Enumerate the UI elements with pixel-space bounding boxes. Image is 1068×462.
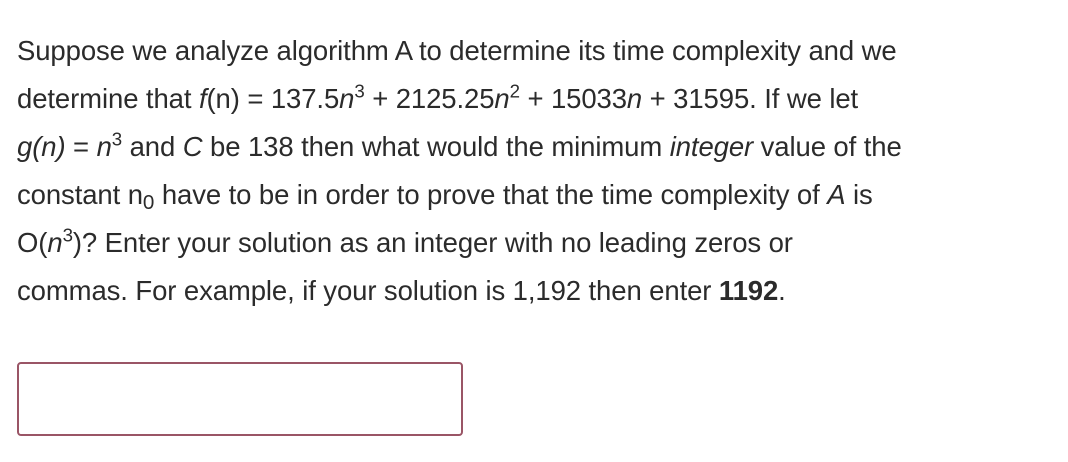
text-fragment: + 31595. If we let [642, 83, 859, 114]
text-fragment: + 15033 [519, 83, 627, 114]
text-fragment: + 2125.25 [364, 83, 495, 114]
text-fragment: and [122, 131, 183, 162]
answer-input[interactable] [17, 362, 463, 436]
text-fragment: be 138 then what would the minimum [202, 131, 670, 162]
variable-n: n [494, 83, 510, 114]
question-line-5 [17, 219, 1057, 267]
constant-c: C [182, 131, 203, 162]
text-fragment: ? Enter your solution as an integer with no leading zeros or [81, 227, 793, 258]
question-line-2 [17, 75, 1057, 123]
algorithm-a: A [827, 179, 846, 210]
exponent: 2 [509, 80, 520, 102]
text-fragment: constant n [17, 179, 143, 210]
text-fragment: commas. For example, if your solution is 1,192 then enter [17, 275, 719, 306]
example-answer: 1192 [718, 275, 779, 306]
variable-n: n [47, 227, 63, 258]
question-line-3 [17, 123, 1057, 171]
text-fragment: determine that [17, 83, 199, 114]
variable-n: n [339, 83, 355, 114]
text-fragment: is [845, 179, 873, 210]
text-fragment: . [778, 275, 786, 306]
function-f: f [198, 83, 207, 114]
exponent: 3 [111, 128, 123, 150]
variable-n: n [96, 131, 112, 162]
subscript: 0 [142, 191, 155, 215]
text-fragment: ) [72, 227, 82, 258]
text-fragment: value of the [753, 131, 902, 162]
text-fragment: = 137.5 [239, 83, 340, 114]
question-text [17, 27, 1057, 315]
text-fragment: = [65, 131, 97, 162]
question-line-1 [17, 27, 1057, 75]
text-fragment: (n) [206, 83, 240, 114]
emphasis-integer: integer [669, 131, 754, 162]
exponent: 3 [62, 224, 73, 246]
question-line-4 [17, 171, 1057, 219]
question-sentence: Suppose we analyze algorithm A to determine its time complexity and we [17, 35, 897, 66]
exponent: 3 [354, 80, 365, 102]
question-line-6 [17, 267, 1057, 315]
text-fragment: have to be in order to prove that the time complexity of [154, 179, 828, 210]
variable-n: n [626, 83, 643, 114]
function-g: g(n) [17, 131, 66, 162]
big-o: O( [17, 227, 48, 258]
